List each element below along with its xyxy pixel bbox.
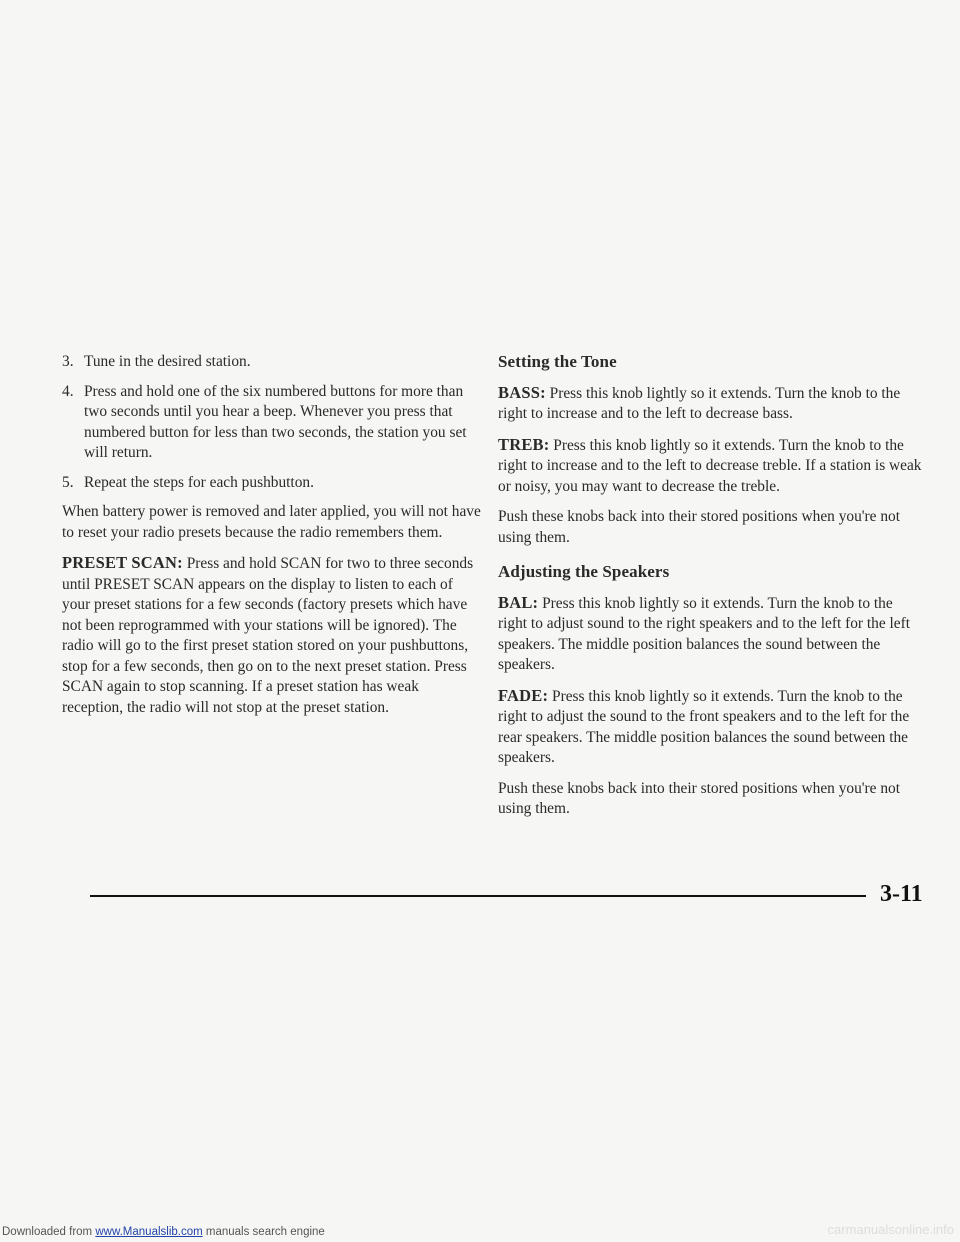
bal-term: BAL: <box>498 592 539 612</box>
step-text: Tune in the desired station. <box>84 353 251 370</box>
treb-text: Press this knob lightly so it extends. Turn the knob to the right to increase and to the left to decrease treble. If a station is weak or noisy, you may want to decrease the treble. <box>498 436 922 495</box>
push-back-paragraph-1: Push these knobs back into their stored positions when you're not using them. <box>498 508 901 546</box>
step-text: Repeat the steps for each pushbutton. <box>84 473 314 491</box>
manualslib-link[interactable]: www.Manualslib.com <box>95 1226 203 1238</box>
footer-suffix: manuals search engine <box>202 1226 325 1238</box>
fade-term: FADE: <box>498 685 549 705</box>
fade-paragraph <box>498 686 924 769</box>
right-column <box>498 352 924 830</box>
step-3 <box>62 352 482 373</box>
bal-text: Press this knob lightly so it extends. Turn the knob to the right to adjust sound to the right speakers and to the left for the left speakers. The middle position balances the sound between the speakers. <box>498 594 911 673</box>
bal-paragraph <box>498 593 924 676</box>
bass-term: BASS: <box>498 382 546 402</box>
bass-paragraph <box>498 383 924 425</box>
left-column <box>62 352 482 728</box>
step-text: Press and hold one of the six numbered buttons for more than two seconds until you hear a beep. Whenever you press that numbered button for less than two seconds, the station you set will return. <box>84 382 467 461</box>
step-number: 4. <box>62 382 74 400</box>
battery-paragraph: When battery power is removed and later applied, you will not have to reset your radio presets because the radio remembers them. <box>62 503 481 541</box>
watermark: carmanualsonline.info <box>827 1222 954 1237</box>
footer-prefix: Downloaded from <box>2 1226 96 1238</box>
push-back-paragraph-2: Push these knobs back into their stored positions when you're not using them. <box>498 779 901 817</box>
download-footer <box>2 1226 325 1238</box>
speakers-heading: Adjusting the Speakers <box>498 562 670 581</box>
treb-term: TREB: <box>498 434 550 454</box>
preset-scan-paragraph <box>62 553 482 718</box>
footer-rule <box>90 895 866 897</box>
fade-text: Press this knob lightly so it extends. Turn the knob to the right to adjust the sound to the front speakers and to the left for the rear speakers. The middle position balances the sound between the speakers. <box>498 687 910 766</box>
step-number: 3. <box>62 353 74 370</box>
page-number: 3-11 <box>880 881 923 907</box>
step-5 <box>62 473 482 494</box>
treb-paragraph <box>498 435 924 498</box>
preset-scan-term: PRESET SCAN: <box>62 553 183 572</box>
bass-text: Press this knob lightly so it extends. Turn the knob to the right to increase and to the left to decrease bass. <box>498 384 901 422</box>
step-4 <box>62 382 482 464</box>
tone-heading: Setting the Tone <box>498 352 617 371</box>
preset-scan-text: Press and hold SCAN for two to three seconds until PRESET SCAN appears on the display to listen to each of your preset stations for a few seconds (factory presets which have not been reprogrammed with your stations will be ignored). The radio will go to the first preset station stored on your pushbuttons, stop for a few seconds, then go on to the next preset station. Press SCAN again to stop scanning. If a preset station has weak reception, the radio will not stop at the preset station. <box>62 555 474 716</box>
step-number: 5. <box>62 473 74 491</box>
